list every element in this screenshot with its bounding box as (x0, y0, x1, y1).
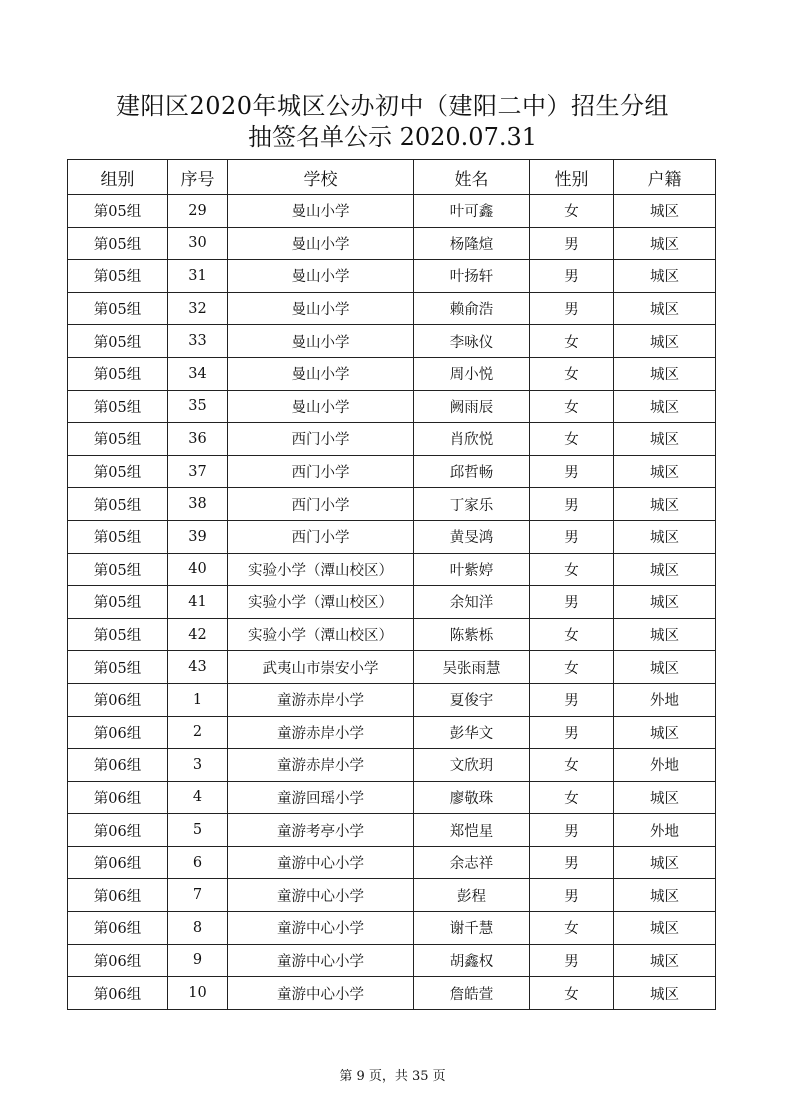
school-cell: 曼山小学 (228, 390, 414, 423)
name-cell: 叶扬轩 (414, 260, 530, 293)
table-row (68, 944, 716, 977)
name-cell: 詹皓萱 (414, 977, 530, 1010)
name-cell: 廖敬珠 (414, 781, 530, 814)
table-row (68, 618, 716, 651)
document-title: 建阳区2020年城区公办初中（建阳二中）招生分组 (115, 92, 670, 120)
table-row (68, 455, 716, 488)
gender-cell: 男 (530, 716, 614, 749)
name-cell: 陈紫栎 (414, 618, 530, 651)
school-cell: 曼山小学 (228, 227, 414, 260)
residence-cell: 城区 (614, 520, 716, 553)
residence-cell: 城区 (614, 846, 716, 879)
number-cell: 1 (168, 683, 228, 716)
name-cell: 叶紫婷 (414, 553, 530, 586)
number-cell: 39 (168, 520, 228, 553)
table-row (68, 781, 716, 814)
name-cell: 余志祥 (414, 846, 530, 879)
name-cell: 文欣玥 (414, 749, 530, 782)
school-cell: 西门小学 (228, 520, 414, 553)
residence-cell: 城区 (614, 781, 716, 814)
residence-cell: 城区 (614, 716, 716, 749)
number-cell: 37 (168, 455, 228, 488)
school-cell: 西门小学 (228, 423, 414, 456)
group-cell: 第06组 (68, 912, 168, 945)
name-cell: 彭程 (414, 879, 530, 912)
residence-cell: 城区 (614, 618, 716, 651)
school-cell: 童游中心小学 (228, 846, 414, 879)
name-cell: 吴张雨慧 (414, 651, 530, 684)
table-row (68, 716, 716, 749)
group-cell: 第05组 (68, 260, 168, 293)
residence-cell: 外地 (614, 683, 716, 716)
gender-cell: 女 (530, 749, 614, 782)
number-cell: 32 (168, 292, 228, 325)
school-cell: 童游赤岸小学 (228, 749, 414, 782)
gender-cell: 男 (530, 846, 614, 879)
school-cell: 实验小学（潭山校区） (228, 618, 414, 651)
group-cell: 第06组 (68, 846, 168, 879)
gender-cell: 女 (530, 651, 614, 684)
school-cell: 西门小学 (228, 455, 414, 488)
name-cell: 胡鑫权 (414, 944, 530, 977)
number-cell: 40 (168, 553, 228, 586)
table-row (68, 520, 716, 553)
column-header-name: 姓名 (414, 160, 530, 195)
column-header-number: 序号 (168, 160, 228, 195)
number-cell: 29 (168, 195, 228, 228)
table-row (68, 423, 716, 456)
school-cell: 曼山小学 (228, 195, 414, 228)
number-cell: 41 (168, 586, 228, 619)
school-cell: 童游考亭小学 (228, 814, 414, 847)
table-row (68, 195, 716, 228)
residence-cell: 城区 (614, 586, 716, 619)
name-cell: 邱哲畅 (414, 455, 530, 488)
gender-cell: 男 (530, 227, 614, 260)
residence-cell: 城区 (614, 195, 716, 228)
residence-cell: 城区 (614, 455, 716, 488)
gender-cell: 男 (530, 260, 614, 293)
gender-cell: 女 (530, 325, 614, 358)
name-cell: 丁家乐 (414, 488, 530, 521)
residence-cell: 外地 (614, 749, 716, 782)
group-cell: 第05组 (68, 520, 168, 553)
group-cell: 第05组 (68, 357, 168, 390)
gender-cell: 男 (530, 586, 614, 619)
group-cell: 第06组 (68, 683, 168, 716)
group-cell: 第05组 (68, 390, 168, 423)
table-row (68, 260, 716, 293)
group-cell: 第06组 (68, 781, 168, 814)
number-cell: 35 (168, 390, 228, 423)
table-row (68, 683, 716, 716)
enrollment-table (67, 159, 716, 1010)
school-cell: 童游赤岸小学 (228, 716, 414, 749)
school-cell: 曼山小学 (228, 357, 414, 390)
school-cell: 童游回瑶小学 (228, 781, 414, 814)
school-cell: 曼山小学 (228, 325, 414, 358)
table-row (68, 357, 716, 390)
group-cell: 第06组 (68, 814, 168, 847)
table-row (68, 553, 716, 586)
number-cell: 30 (168, 227, 228, 260)
number-cell: 3 (168, 749, 228, 782)
name-cell: 肖欣悦 (414, 423, 530, 456)
column-header-gender: 性别 (530, 160, 614, 195)
group-cell: 第05组 (68, 325, 168, 358)
table-row (68, 977, 716, 1010)
group-cell: 第05组 (68, 423, 168, 456)
table-row (68, 227, 716, 260)
number-cell: 5 (168, 814, 228, 847)
group-cell: 第05组 (68, 651, 168, 684)
residence-cell: 城区 (614, 292, 716, 325)
number-cell: 38 (168, 488, 228, 521)
table-row (68, 846, 716, 879)
name-cell: 郑恺星 (414, 814, 530, 847)
school-cell: 曼山小学 (228, 292, 414, 325)
residence-cell: 城区 (614, 944, 716, 977)
gender-cell: 男 (530, 292, 614, 325)
table-row (68, 390, 716, 423)
number-cell: 6 (168, 846, 228, 879)
group-cell: 第05组 (68, 455, 168, 488)
name-cell: 杨隆煊 (414, 227, 530, 260)
group-cell: 第05组 (68, 292, 168, 325)
number-cell: 8 (168, 912, 228, 945)
name-cell: 周小悦 (414, 357, 530, 390)
name-cell: 谢千慧 (414, 912, 530, 945)
residence-cell: 城区 (614, 390, 716, 423)
number-cell: 43 (168, 651, 228, 684)
number-cell: 34 (168, 357, 228, 390)
table-row (68, 488, 716, 521)
group-cell: 第05组 (68, 553, 168, 586)
group-cell: 第05组 (68, 195, 168, 228)
gender-cell: 男 (530, 879, 614, 912)
gender-cell: 女 (530, 781, 614, 814)
page-footer: 第 9 页，共 35 页 (339, 1069, 446, 1084)
column-header-residence: 户籍 (614, 160, 716, 195)
gender-cell: 女 (530, 357, 614, 390)
gender-cell: 男 (530, 455, 614, 488)
group-cell: 第05组 (68, 488, 168, 521)
group-cell: 第06组 (68, 879, 168, 912)
number-cell: 42 (168, 618, 228, 651)
residence-cell: 城区 (614, 488, 716, 521)
gender-cell: 女 (530, 390, 614, 423)
table-row (68, 651, 716, 684)
number-cell: 2 (168, 716, 228, 749)
residence-cell: 外地 (614, 814, 716, 847)
school-cell: 童游中心小学 (228, 912, 414, 945)
group-cell: 第05组 (68, 586, 168, 619)
residence-cell: 城区 (614, 423, 716, 456)
table-row (68, 586, 716, 619)
name-cell: 彭华文 (414, 716, 530, 749)
residence-cell: 城区 (614, 879, 716, 912)
name-cell: 阙雨辰 (414, 390, 530, 423)
group-cell: 第06组 (68, 716, 168, 749)
school-cell: 童游中心小学 (228, 944, 414, 977)
group-cell: 第05组 (68, 618, 168, 651)
number-cell: 33 (168, 325, 228, 358)
school-cell: 西门小学 (228, 488, 414, 521)
residence-cell: 城区 (614, 977, 716, 1010)
table-row (68, 879, 716, 912)
school-cell: 童游赤岸小学 (228, 683, 414, 716)
name-cell: 余知洋 (414, 586, 530, 619)
school-cell: 童游中心小学 (228, 977, 414, 1010)
number-cell: 36 (168, 423, 228, 456)
gender-cell: 男 (530, 944, 614, 977)
name-cell: 叶可鑫 (414, 195, 530, 228)
table-row (68, 912, 716, 945)
name-cell: 李咏仪 (414, 325, 530, 358)
gender-cell: 男 (530, 488, 614, 521)
gender-cell: 女 (530, 912, 614, 945)
table-header-row (68, 160, 716, 195)
school-cell: 曼山小学 (228, 260, 414, 293)
number-cell: 7 (168, 879, 228, 912)
school-cell: 实验小学（潭山校区） (228, 586, 414, 619)
number-cell: 10 (168, 977, 228, 1010)
group-cell: 第06组 (68, 977, 168, 1010)
table-row (68, 292, 716, 325)
residence-cell: 城区 (614, 325, 716, 358)
group-cell: 第05组 (68, 227, 168, 260)
name-cell: 黄旻鸿 (414, 520, 530, 553)
gender-cell: 女 (530, 423, 614, 456)
gender-cell: 男 (530, 683, 614, 716)
residence-cell: 城区 (614, 227, 716, 260)
table-row (68, 749, 716, 782)
school-cell: 实验小学（潭山校区） (228, 553, 414, 586)
residence-cell: 城区 (614, 553, 716, 586)
residence-cell: 城区 (614, 260, 716, 293)
gender-cell: 女 (530, 618, 614, 651)
number-cell: 31 (168, 260, 228, 293)
document-subtitle: 抽签名单公示 2020.07.31 (247, 123, 538, 151)
table-row (68, 814, 716, 847)
column-header-group: 组别 (68, 160, 168, 195)
name-cell: 夏俊宇 (414, 683, 530, 716)
column-header-school: 学校 (228, 160, 414, 195)
number-cell: 4 (168, 781, 228, 814)
residence-cell: 城区 (614, 912, 716, 945)
group-cell: 第06组 (68, 944, 168, 977)
gender-cell: 女 (530, 195, 614, 228)
table-row (68, 325, 716, 358)
gender-cell: 男 (530, 814, 614, 847)
residence-cell: 城区 (614, 651, 716, 684)
gender-cell: 女 (530, 553, 614, 586)
group-cell: 第06组 (68, 749, 168, 782)
gender-cell: 男 (530, 520, 614, 553)
name-cell: 赖俞浩 (414, 292, 530, 325)
residence-cell: 城区 (614, 357, 716, 390)
gender-cell: 女 (530, 977, 614, 1010)
number-cell: 9 (168, 944, 228, 977)
school-cell: 童游中心小学 (228, 879, 414, 912)
school-cell: 武夷山市崇安小学 (228, 651, 414, 684)
